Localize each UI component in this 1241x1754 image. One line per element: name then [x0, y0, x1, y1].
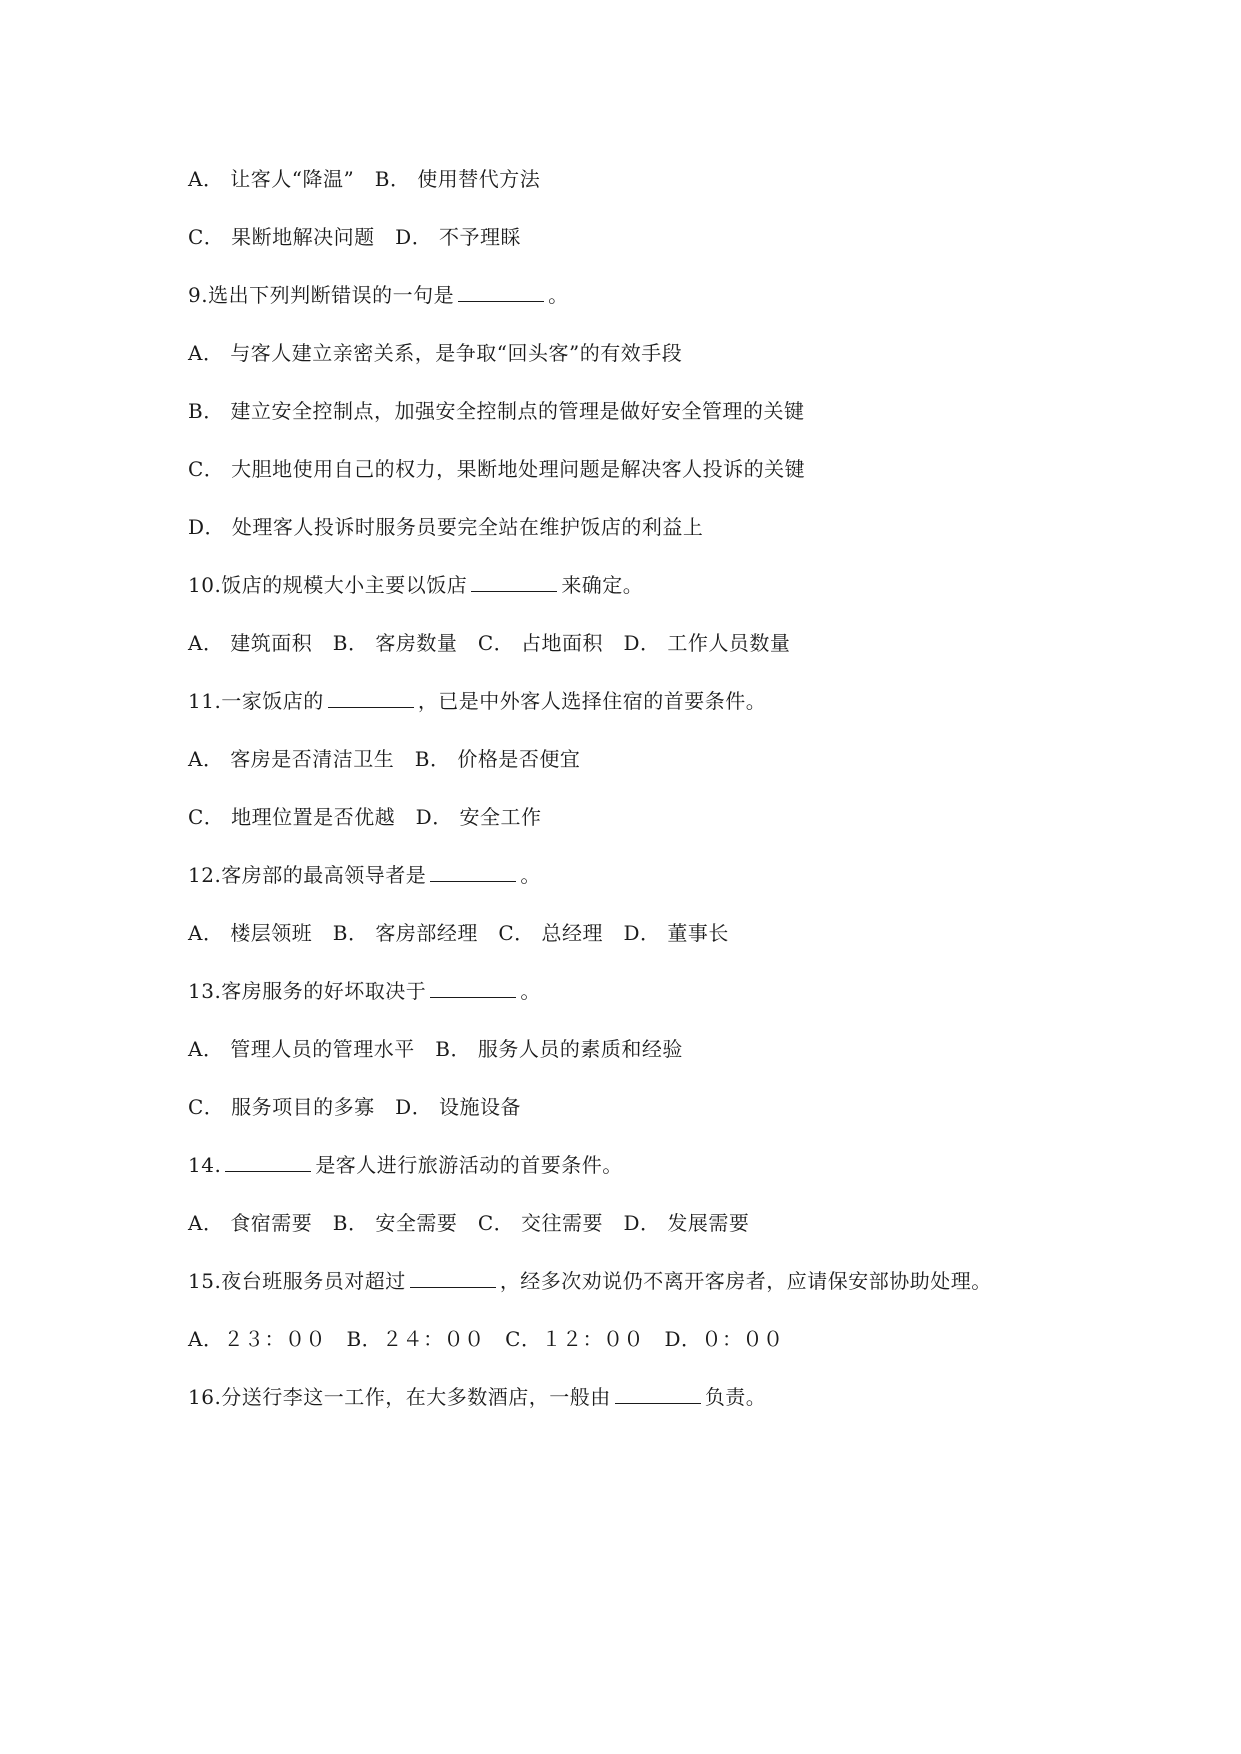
- question-text-tail: 。: [520, 863, 541, 887]
- answer-blank: [458, 283, 544, 302]
- question-line: [188, 861, 541, 889]
- answer-blank: [471, 573, 557, 592]
- question-line: [188, 1151, 623, 1179]
- options-line: C． 地理位置是否优越 D． 安全工作: [188, 805, 542, 829]
- question-text-tail: 负责。: [704, 1385, 767, 1409]
- options-line: B． 建立安全控制点，加强安全控制点的管理是做好安全管理的关键: [188, 399, 805, 423]
- question-text-tail: 是客人进行旅游活动的首要条件。: [315, 1153, 623, 1177]
- answer-blank: [328, 689, 414, 708]
- options-line: D． 处理客人投诉时服务员要完全站在维护饭店的利益上: [188, 515, 704, 539]
- options-line: C． 服务项目的多寡 D． 设施设备: [188, 1095, 522, 1119]
- options-line: A．２３：００ B．２４：００ C．１２：００ D．０：００: [188, 1327, 784, 1351]
- options-line: C． 果断地解决问题 D． 不予理睬: [188, 225, 522, 249]
- answer-blank: [430, 979, 516, 998]
- question-text-tail: ，已是中外客人选择住宿的首要条件。: [417, 689, 767, 713]
- options-line: A． 建筑面积 B． 客房数量 C． 占地面积 D． 工作人员数量: [188, 631, 791, 655]
- question-text-tail: 来确定。: [561, 573, 644, 597]
- answer-blank: [615, 1385, 701, 1404]
- question-text: 13.客房服务的好坏取决于: [188, 979, 427, 1003]
- question-line: [188, 1267, 992, 1295]
- question-text: 16.分送行李这一工作，在大多数酒店，一般由: [188, 1385, 611, 1409]
- question-text: 14.: [188, 1153, 222, 1177]
- options-line: A． 客房是否清洁卫生 B． 价格是否便宜: [188, 747, 581, 771]
- answer-blank: [410, 1269, 496, 1288]
- options-line: A． 食宿需要 B． 安全需要 C． 交往需要 D． 发展需要: [188, 1211, 750, 1235]
- question-text: 9.选出下列判断错误的一句是: [188, 283, 455, 307]
- options-line: A． 楼层领班 B． 客房部经理 C． 总经理 D． 董事长: [188, 921, 729, 945]
- question-text: 10.饭店的规模大小主要以饭店: [188, 573, 468, 597]
- question-text: 15.夜台班服务员对超过: [188, 1269, 406, 1293]
- options-line: A． 管理人员的管理水平 B． 服务人员的素质和经验: [188, 1037, 683, 1061]
- options-line: C． 大胆地使用自己的权力，果断地处理问题是解决客人投诉的关键: [188, 457, 806, 481]
- question-line: [188, 571, 643, 599]
- question-line: [188, 1383, 766, 1411]
- question-line: [188, 687, 766, 715]
- answer-blank: [430, 863, 516, 882]
- options-line: A． 与客人建立亲密关系，是争取“回头客”的有效手段: [188, 341, 683, 365]
- question-text-tail: 。: [548, 283, 569, 307]
- options-line: A． 让客人“降温” B． 使用替代方法: [188, 167, 541, 191]
- question-text: 12.客房部的最高领导者是: [188, 863, 427, 887]
- question-line: [188, 977, 541, 1005]
- answer-blank: [225, 1153, 311, 1172]
- question-text-tail: 。: [520, 979, 541, 1003]
- question-text-tail: ，经多次劝说仍不离开客房者，应请保安部协助处理。: [499, 1269, 992, 1293]
- question-text: 11.一家饭店的: [188, 689, 324, 713]
- question-line: [188, 281, 569, 309]
